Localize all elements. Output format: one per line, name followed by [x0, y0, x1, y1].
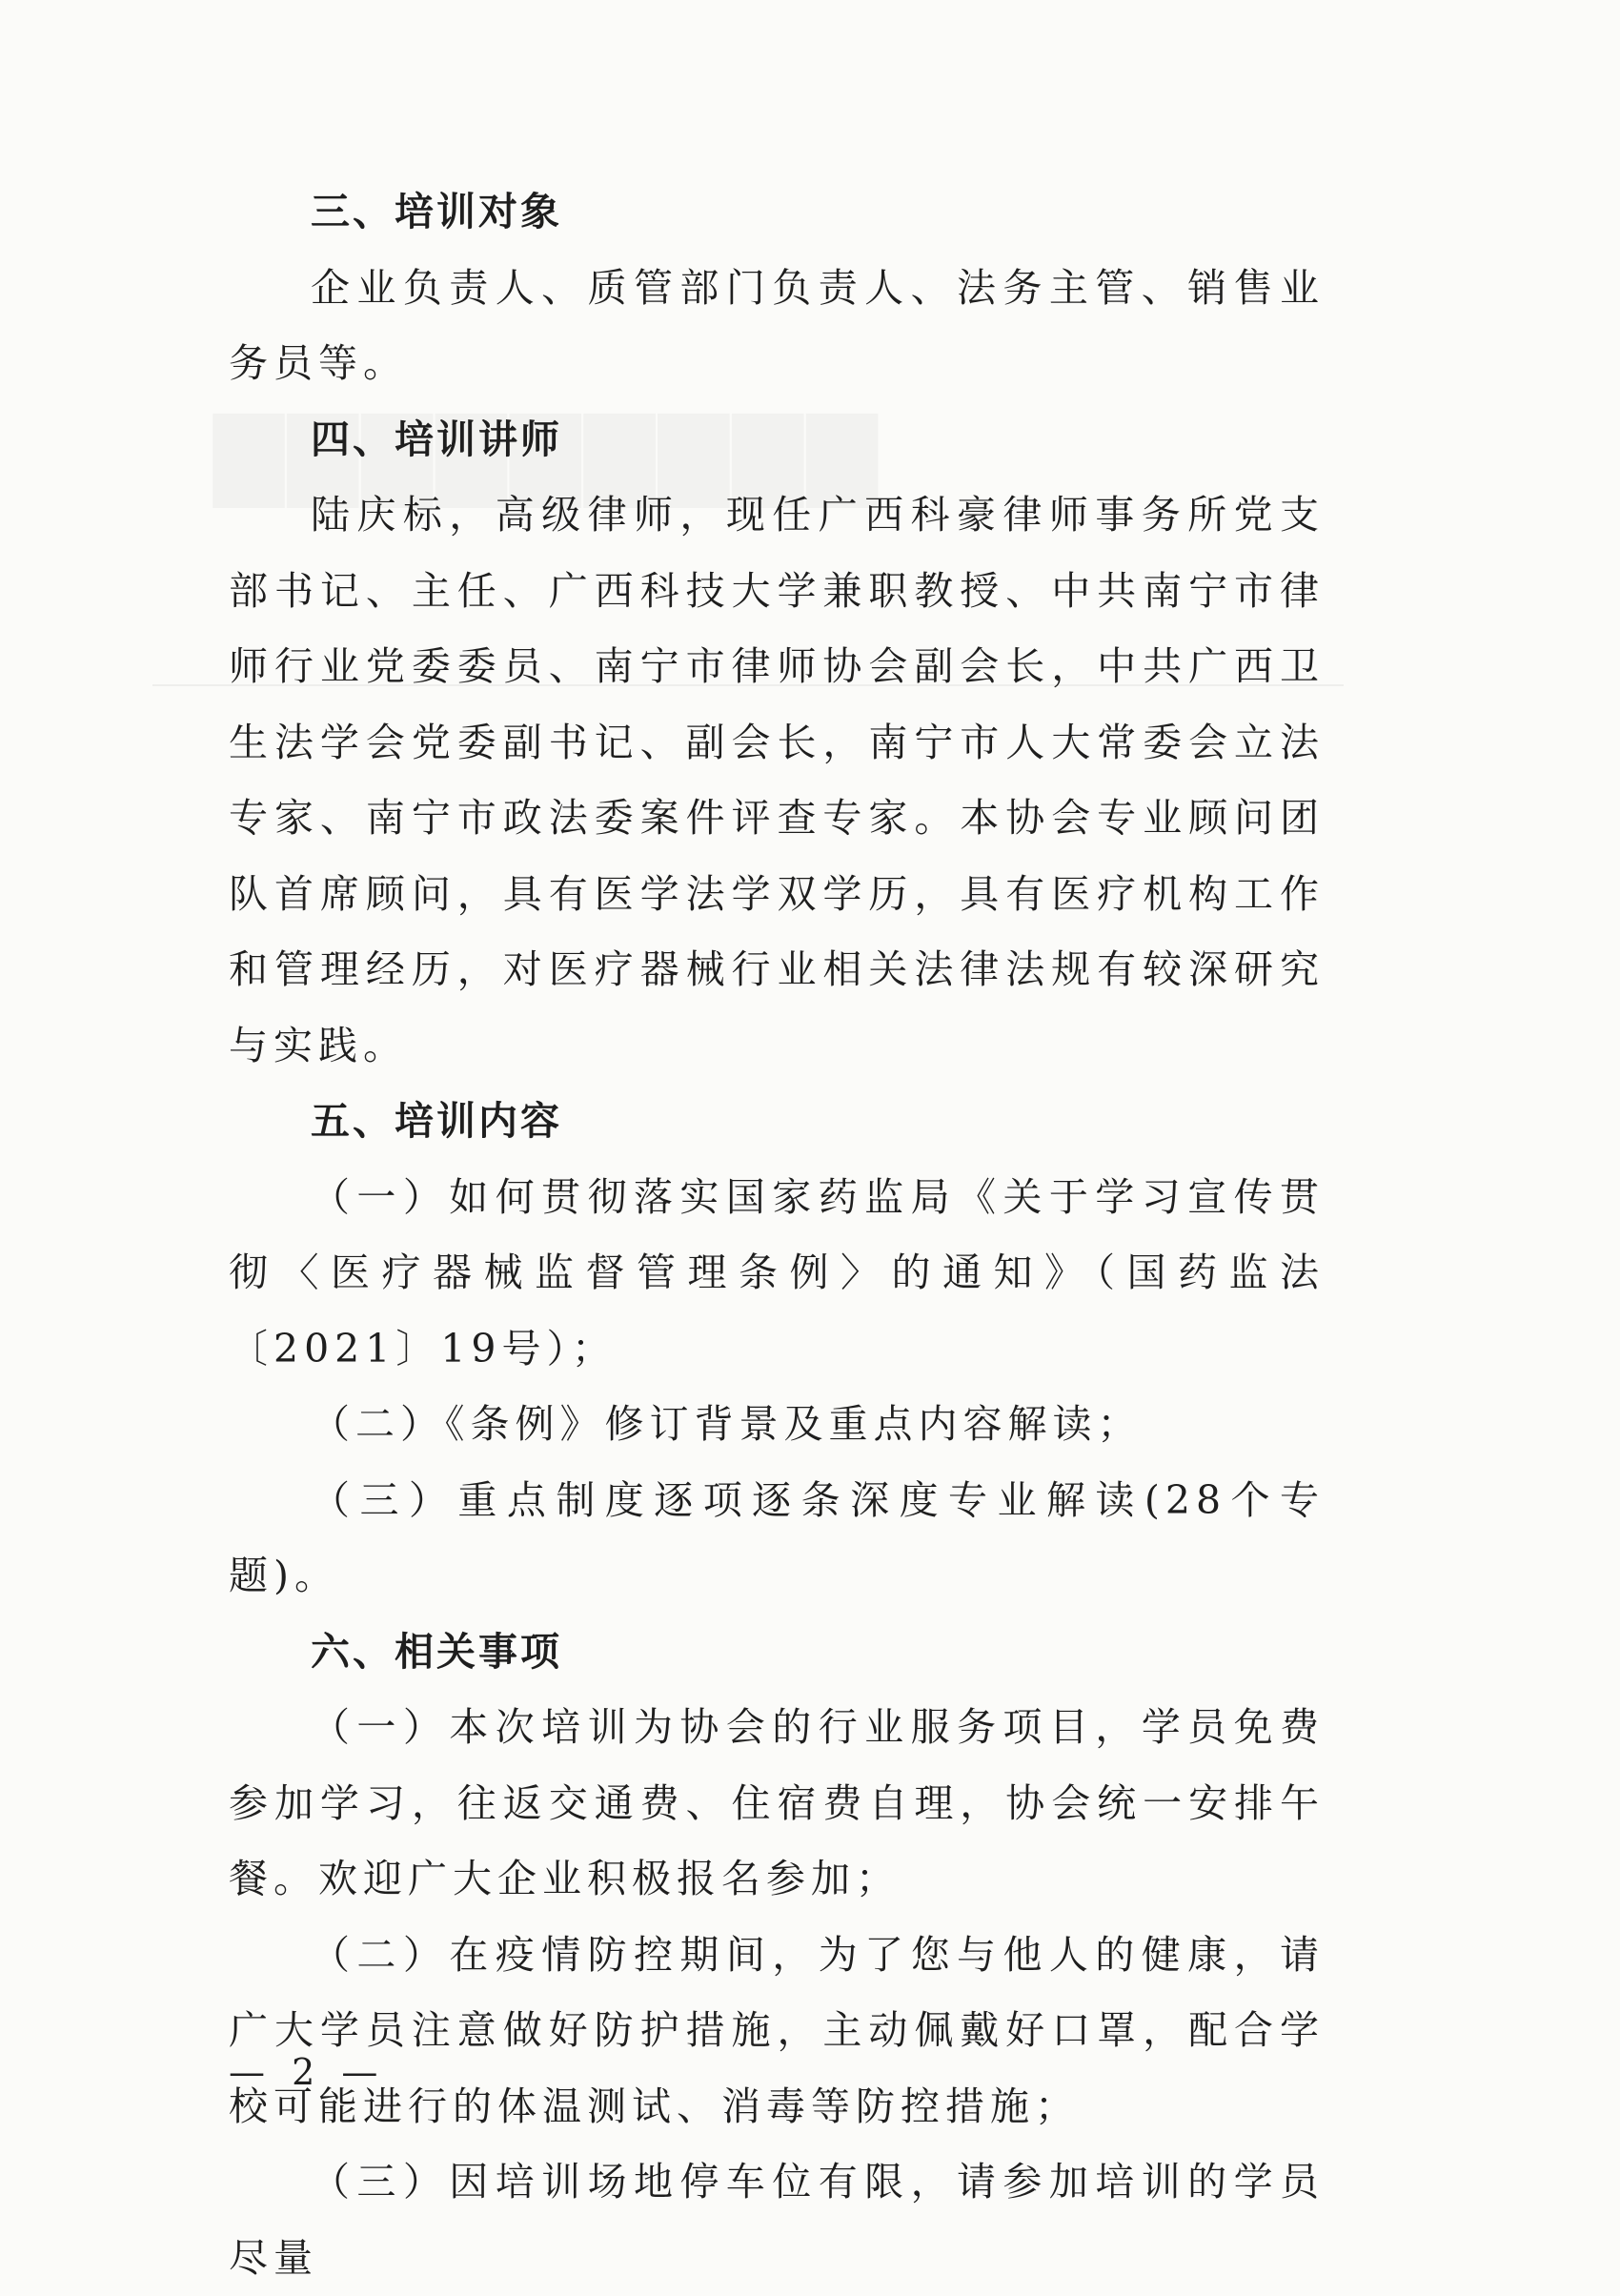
paragraph: （三）因培训场地停车位有限，请参加培训的学员尽量	[229, 2144, 1325, 2296]
page-number: — 2 —	[229, 2051, 385, 2093]
section-heading: 四、培训讲师	[229, 402, 1325, 478]
section-trainees	[229, 174, 1325, 402]
paragraph: （一）如何贯彻落实国家药监局《关于学习宣传贯彻〈医疗器械监督管理条例〉的通知》（国药监法〔2021〕19号）；	[229, 1160, 1325, 1388]
section-notes	[229, 1615, 1325, 2296]
document-body	[229, 174, 1325, 2296]
paragraph: 企业负责人、质管部门负责人、法务主管、销售业务员等。	[229, 251, 1325, 402]
section-heading: 五、培训内容	[229, 1084, 1325, 1160]
section-heading: 六、相关事项	[229, 1615, 1325, 1691]
paragraph: （一）本次培训为协会的行业服务项目，学员免费参加学习，往返交通费、住宿费自理，协会统一安排午餐。欢迎广大企业积极报名参加；	[229, 1690, 1325, 1918]
section-content	[229, 1084, 1325, 1615]
paragraph: （三）重点制度逐项逐条深度专业解读(28个专题)。	[229, 1463, 1325, 1615]
section-heading: 三、培训对象	[229, 174, 1325, 251]
paragraph: （二）《条例》修订背景及重点内容解读；	[229, 1387, 1325, 1463]
paragraph: （二）在疫情防控期间，为了您与他人的健康，请广大学员注意做好防护措施，主动佩戴好口罩，配合学校可能进行的体温测试、消毒等防控措施；	[229, 1918, 1325, 2145]
paragraph: 陆庆标，高级律师，现任广西科豪律师事务所党支部书记、主任、广西科技大学兼职教授、中共南宁市律师行业党委委员、南宁市律师协会副会长，中共广西卫生法学会党委副书记、副会长，南宁市人大常委会立法专家、南宁市政法委案件评查专家。本协会专业顾问团队首席顾问，具有医学法学双学历，具有医疗机构工作和管理经历，对医疗器械行业相关法律法规有较深研究与实践。	[229, 477, 1325, 1084]
section-lecturer	[229, 402, 1325, 1085]
